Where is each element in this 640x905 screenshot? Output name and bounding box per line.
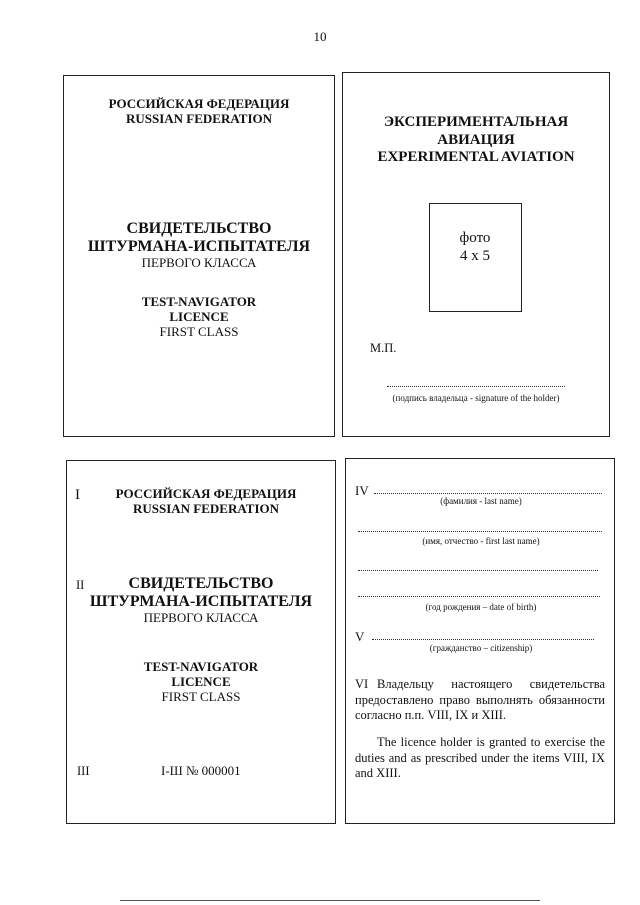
licence-title-en-line2: LICENCE	[169, 309, 229, 324]
licence-title-ru-line1: СВИДЕТЕЛЬСТВО	[128, 575, 274, 592]
country-name-ru: РОССИЙСКАЯ ФЕДЕРАЦИЯ	[108, 96, 290, 111]
photo-placeholder	[429, 203, 522, 312]
date-of-birth-field	[358, 596, 600, 597]
citizenship-field	[372, 639, 594, 640]
first-name-field	[358, 531, 602, 532]
licence-cover-panel	[63, 75, 335, 437]
page-bottom-rule	[120, 900, 540, 901]
last-name-field	[374, 493, 602, 494]
licence-class-ru: ПЕРВОГО КЛАССА	[143, 610, 259, 625]
licence-class-en: FIRST CLASS	[161, 689, 241, 704]
licence-title-en-line1: TEST-NAVIGATOR	[143, 659, 259, 674]
item-number-V: V	[355, 629, 365, 644]
rights-text-en: The licence holder is granted to exercise the duties and as prescribed under the items VIII, IX and XIII.	[355, 735, 605, 780]
item-number-IV: IV	[355, 483, 369, 498]
heading-en: EXPERIMENTAL AVIATION	[377, 149, 575, 165]
country-name-ru: РОССИЙСКАЯ ФЕДЕРАЦИЯ	[115, 486, 297, 501]
item-number-VI: VI	[355, 677, 369, 691]
licence-title-en-line2: LICENCE	[171, 674, 231, 689]
photo-panel	[342, 72, 610, 437]
licence-title-en-line1: TEST-NAVIGATOR	[141, 294, 257, 309]
date-of-birth-caption: (год рождения – date of birth)	[425, 602, 537, 612]
item-number-III: III	[77, 764, 90, 778]
signature-line	[387, 386, 565, 387]
country-name-en: RUSSIAN FEDERATION	[125, 111, 273, 126]
extra-name-field	[358, 570, 598, 571]
licence-inner-panel	[66, 460, 336, 824]
licence-class-en: FIRST CLASS	[159, 324, 239, 339]
heading-ru-line1: ЭКСПЕРИМЕНТАЛЬНАЯ	[383, 114, 569, 130]
photo-size: 4 x 5	[460, 248, 490, 264]
item-number-I: I	[75, 487, 80, 503]
photo-label: фото	[459, 230, 491, 246]
holder-details-panel	[345, 458, 615, 824]
rights-text-ru: Владельцу настоящего свидетельства предоставлено право выполнять обязанности согласно п.п. VIII, IX и XIII.	[355, 677, 605, 722]
licence-class-ru: ПЕРВОГО КЛАССА	[141, 255, 257, 270]
item-number-II: II	[76, 578, 85, 592]
signature-caption: (подпись владельца - signature of the holder)	[392, 393, 560, 403]
first-name-caption: (имя, отчество - first last name)	[422, 536, 540, 546]
licence-title-ru-line2: ШТУРМАНА-ИСПЫТАТЕЛЯ	[87, 238, 311, 255]
stamp-mark: М.П.	[370, 341, 397, 355]
licence-serial-number: I-Ш № 000001	[161, 763, 241, 778]
citizenship-caption: (гражданство – citizenship)	[429, 643, 533, 653]
page-number: 10	[313, 29, 327, 44]
heading-ru-line2: АВИАЦИЯ	[437, 132, 515, 148]
licence-title-ru-line2: ШТУРМАНА-ИСПЫТАТЕЛЯ	[89, 593, 313, 610]
country-name-en: RUSSIAN FEDERATION	[132, 501, 280, 516]
licence-title-ru-line1: СВИДЕТЕЛЬСТВО	[126, 220, 272, 237]
last-name-caption: (фамилия - last name)	[440, 496, 522, 506]
